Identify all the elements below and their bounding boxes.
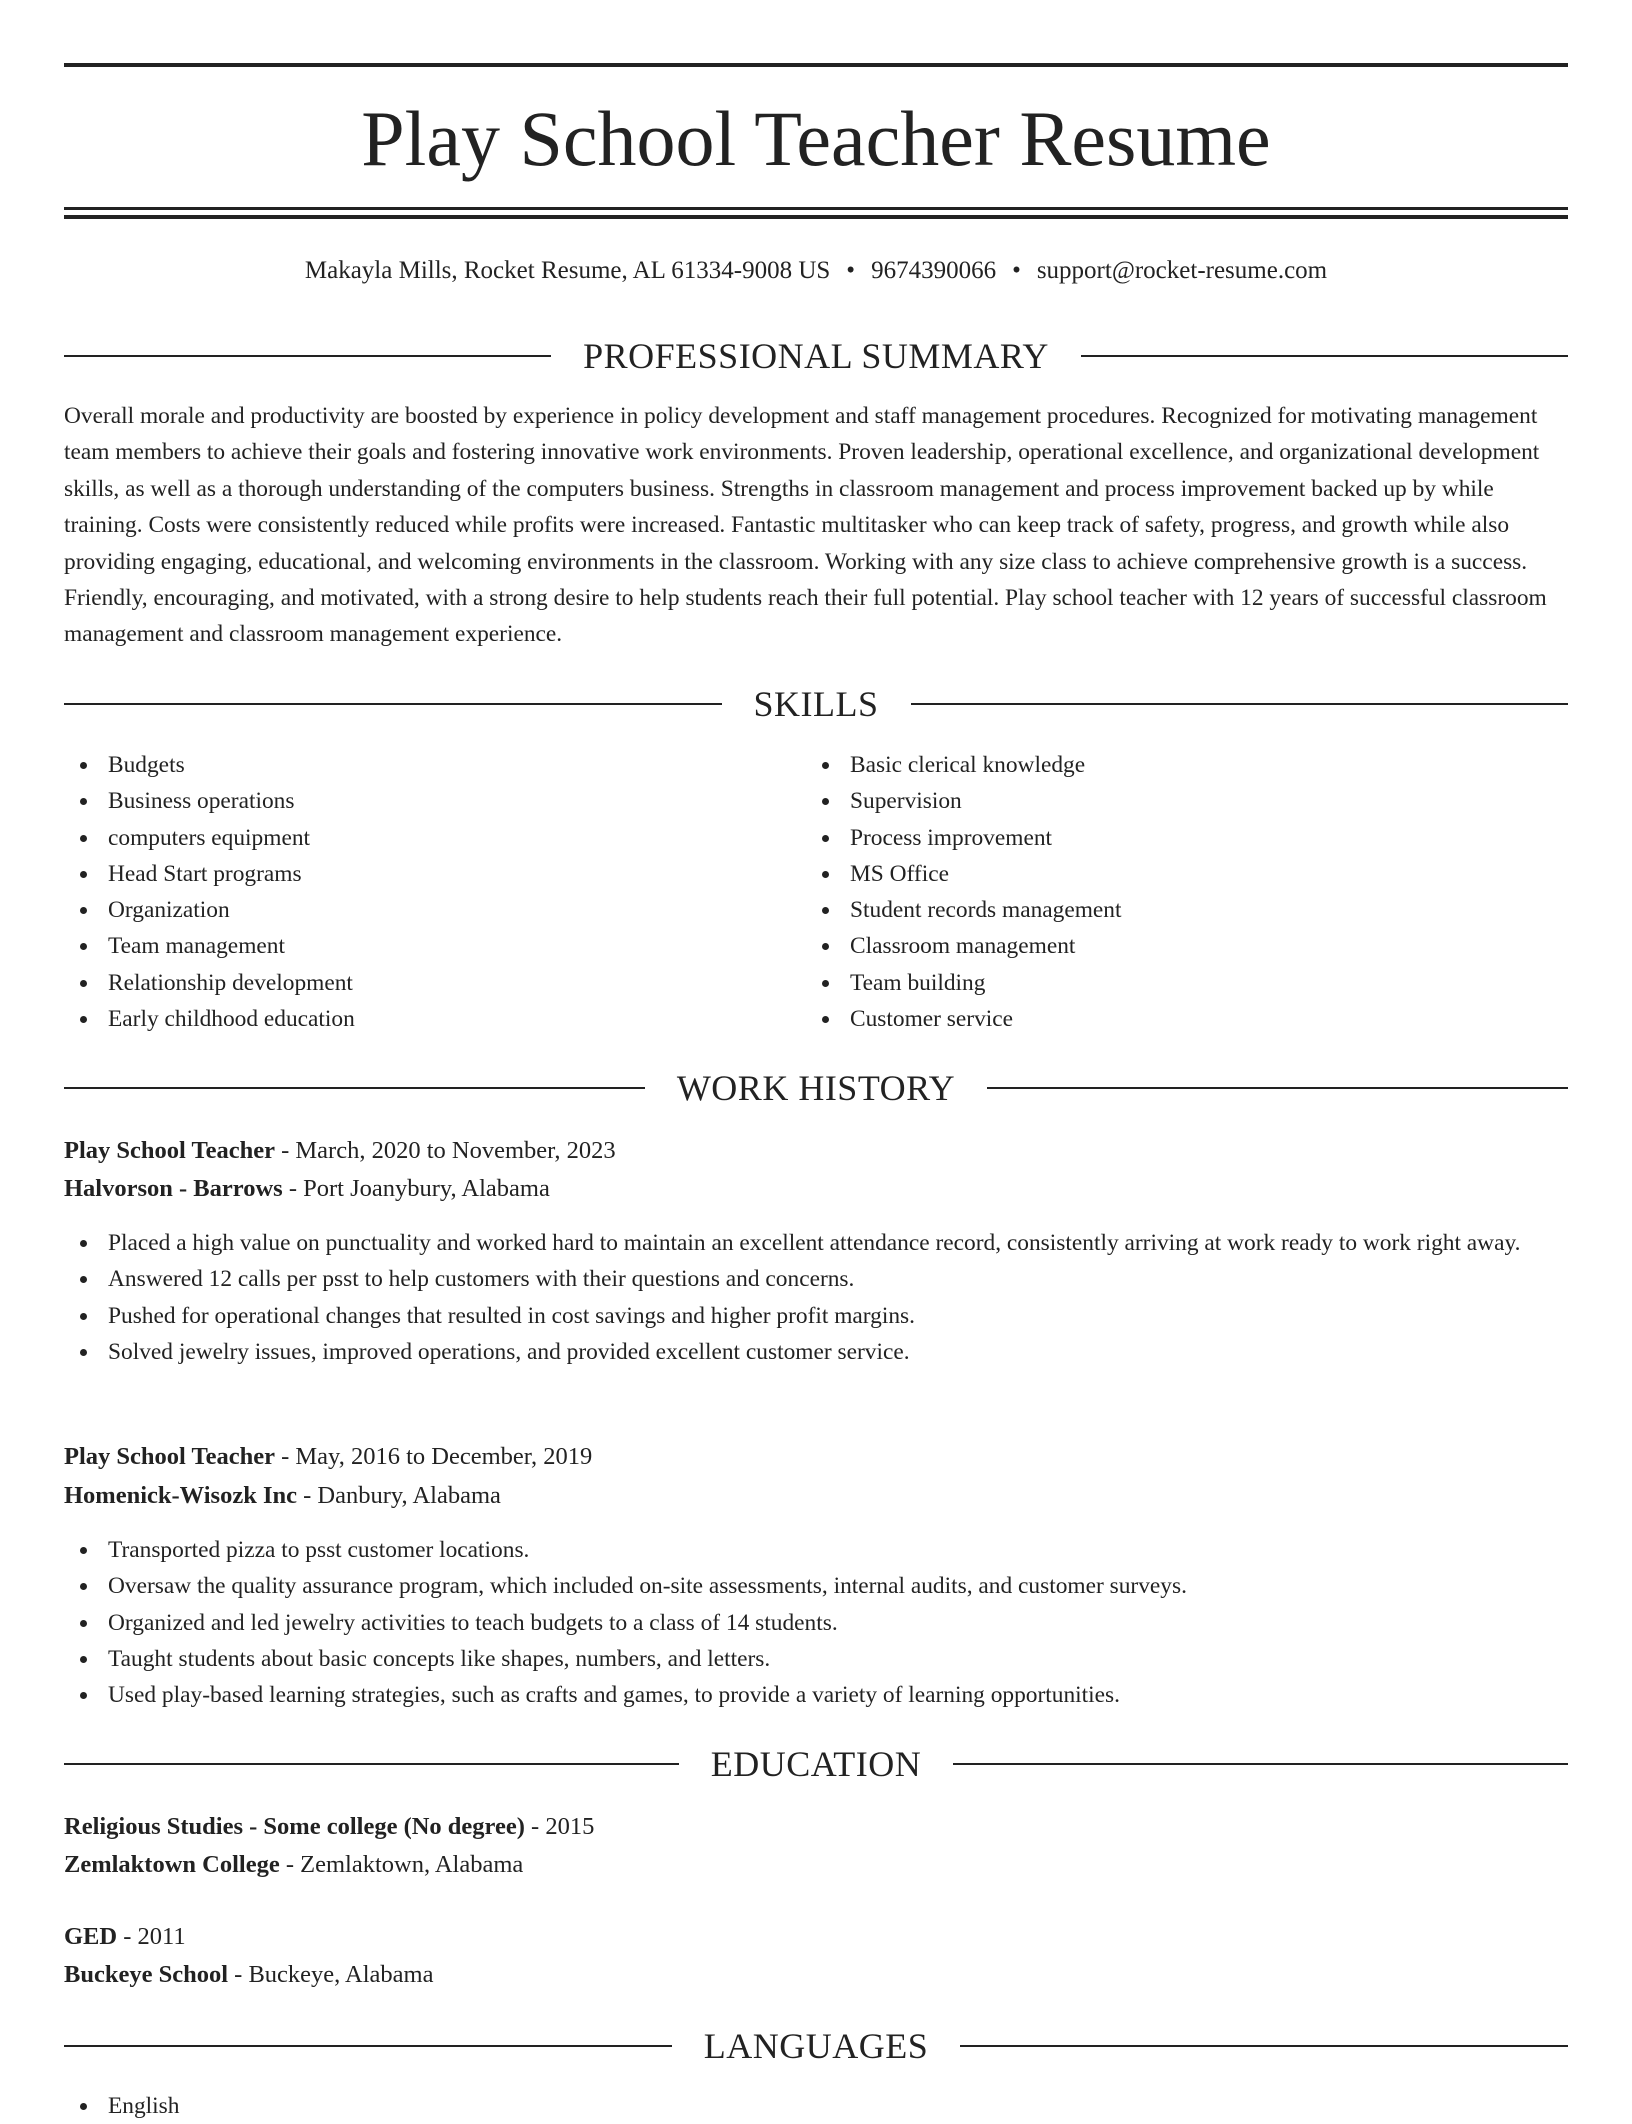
section-header-skills [64,682,1568,726]
section-header-summary [64,334,1568,378]
job-location: - Port Joanybury, Alabama [282,1175,550,1202]
contact-email: support@rocket-resume.com [1036,257,1328,284]
skill-item: Basic clerical knowledge [806,747,1548,783]
section-rule [64,703,722,705]
skill-item: Student records management [806,892,1548,928]
skill-item: MS Office [806,856,1548,892]
skills-column-right [806,747,1548,1037]
skill-item: Organization [64,892,806,928]
contact-separator: • [1012,257,1021,284]
section-rule [64,355,551,357]
section-header-education [64,1742,1568,1786]
section-header-work-history [64,1066,1568,1110]
job-duties-list [64,1225,1568,1370]
skill-item: Budgets [64,747,806,783]
education-location: - Buckeye, Alabama [228,1961,434,1988]
job-duty: Oversaw the quality assurance program, which included on-site assessments, internal audits, and customer surveys. [64,1568,1568,1604]
education-location: - Zemlaktown, Alabama [279,1851,524,1878]
job-company-line [64,1170,1568,1208]
skill-item: computers equipment [64,820,806,856]
job-dates: - March, 2020 to November, 2023 [274,1137,616,1164]
job-company: Halvorson - Barrows [64,1175,283,1202]
education-school-line [64,1846,1568,1884]
skill-item: Early childhood education [64,1001,806,1037]
job-duty: Organized and led jewelry activities to teach budgets to a class of 14 students. [64,1605,1568,1641]
header-double-rule-upper [64,207,1568,210]
skill-item: Team building [806,965,1548,1001]
skill-item: Classroom management [806,928,1548,964]
contact-line [64,254,1568,288]
section-rule [1081,355,1568,357]
education-degree: Religious Studies - Some college (No degree) [64,1813,525,1840]
job-duty: Placed a high value on punctuality and worked hard to maintain an excellent attendance record, consistently arriving at work ready to work right away. [64,1225,1568,1261]
job-duty: Solved jewelry issues, improved operations, and provided excellent customer service. [64,1334,1568,1370]
job-title-line [64,1132,1568,1170]
summary-paragraph: Overall morale and productivity are boosted by experience in policy development and staff management procedures. Recognized for motivating management team members to achieve their goals and fostering innovative work environments. Proven leadership, operational excellence, and organizational development skills, as well as a thorough understanding of the computers business. Strengths in classroom management and process improvement backed up by while training. Costs were consistently reduced while profits were increased. Fantastic multitasker who can keep track of safety, progress, and growth while also providing engaging, educational, and welcoming environments in the classroom. Working with any size class to achieve comprehensive growth is a success. Friendly, encouraging, and motivated, with a strong desire to help students reach their full potential. Play school teacher with 12 years of successful classroom management and classroom management experience. [64,403,1547,648]
job-location: - Danbury, Alabama [297,1482,501,1509]
section-title: LANGUAGES [703,2026,929,2066]
job-dates: - May, 2016 to December, 2019 [274,1443,593,1470]
header-top-rule [64,63,1568,67]
header-double-rule-lower [64,215,1568,219]
education-year: - 2015 [524,1813,595,1840]
skills-list [64,747,1568,1037]
languages-list [64,2088,1568,2124]
job-duty: Used play-based learning strategies, such as crafts and games, to provide a variety of learning opportunities. [64,1677,1568,1713]
skill-item: Relationship development [64,965,806,1001]
section-rule [64,1763,679,1765]
education-degree: GED [64,1923,118,1950]
section-title: SKILLS [753,684,879,724]
job-duty: Taught students about basic concepts like shapes, numbers, and letters. [64,1641,1568,1677]
job-duty: Pushed for operational changes that resulted in cost savings and higher profit margins. [64,1298,1568,1334]
contact-phone: 9674390066 [871,257,997,284]
skill-item: Head Start programs [64,856,806,892]
education-year: - 2011 [117,1923,186,1950]
contact-separator: • [846,257,856,284]
job-company-line [64,1477,1568,1515]
skill-item: Process improvement [806,820,1548,856]
education-degree-line [64,1808,1568,1846]
section-header-languages [64,2024,1568,2068]
contact-address: Makayla Mills, Rocket Resume, AL 61334-9008 US [304,257,831,284]
job-company: Homenick-Wisozk Inc [64,1482,297,1509]
job-title-line [64,1438,1568,1476]
section-rule [960,2045,1568,2047]
job-title: Play School Teacher [64,1443,275,1470]
section-rule [64,2045,672,2047]
education-school: Buckeye School [64,1961,229,1988]
language-item: English [64,2088,1568,2124]
section-title: PROFESSIONAL SUMMARY [583,336,1049,376]
section-title: WORK HISTORY [676,1068,956,1108]
job-duties-list [64,1532,1568,1713]
section-title: EDUCATION [710,1744,922,1784]
section-rule [911,703,1569,705]
skill-item: Customer service [806,1001,1548,1037]
job-duty: Transported pizza to psst customer locations. [64,1532,1568,1568]
resume-title: Play School Teacher Resume [361,95,1271,182]
section-rule [987,1087,1568,1089]
skill-item: Supervision [806,783,1548,819]
job-title: Play School Teacher [64,1137,275,1164]
section-rule [64,1087,645,1089]
education-school: Zemlaktown College [64,1851,280,1878]
education-school-line [64,1956,1568,1994]
skill-item: Team management [64,928,806,964]
section-rule [953,1763,1568,1765]
education-degree-line [64,1918,1568,1956]
skills-column-left [64,747,806,1037]
skill-item: Business operations [64,783,806,819]
job-duty: Answered 12 calls per psst to help customers with their questions and concerns. [64,1261,1568,1297]
